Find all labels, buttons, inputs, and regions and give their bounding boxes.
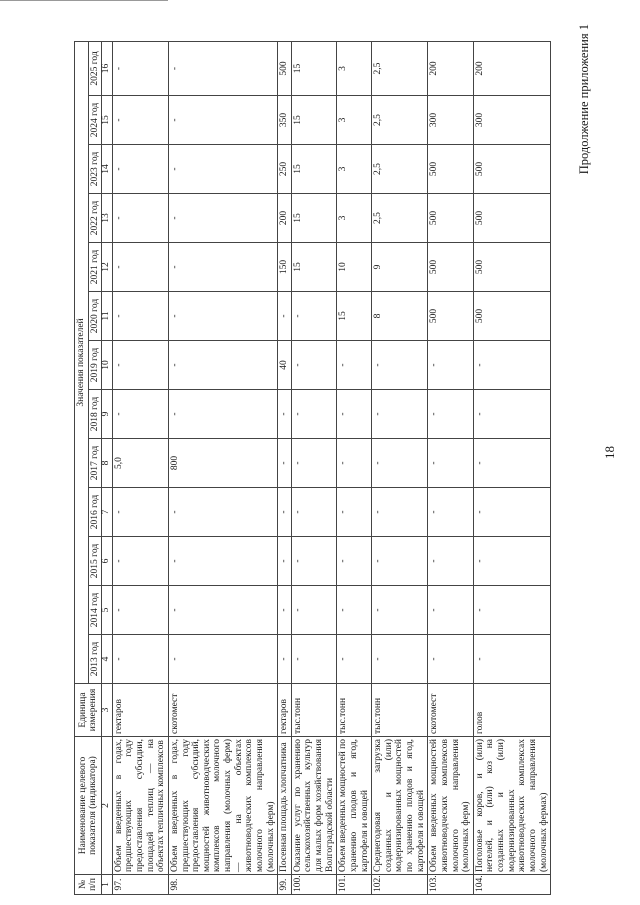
value-cell: 15 — [291, 41, 337, 95]
appendix-note: Продолжение приложения 1 — [577, 24, 591, 175]
table-row — [372, 41, 428, 894]
indicator-name: Объем введенных в годах, предшествующих году предоставления субсидий, мощностей животноводческих комплексов молочного направления (молочных ферм) — на объектах животноводческих комплексов молочного направления (молочных ферм) — [168, 737, 277, 875]
value-cell: - — [168, 292, 277, 341]
header-year: 2016 год — [88, 488, 102, 537]
value-cell: - — [372, 537, 428, 586]
value-cell: - — [112, 243, 168, 292]
value-cell: - — [337, 635, 372, 684]
value-cell: - — [428, 488, 474, 537]
unit-cell: гектаров — [278, 684, 292, 737]
value-cell: 300 — [428, 96, 474, 145]
column-number: 5 — [102, 586, 113, 635]
value-cell: 500 — [428, 194, 474, 243]
header-year: 2014 год — [88, 586, 102, 635]
value-cell: 800 — [168, 439, 277, 488]
value-cell: - — [473, 586, 550, 635]
value-cell: - — [278, 635, 292, 684]
column-number: 10 — [102, 341, 113, 390]
value-cell: 8 — [372, 292, 428, 341]
value-cell: - — [168, 243, 277, 292]
header-year: 2024 год — [88, 96, 102, 145]
table-row — [473, 41, 550, 894]
value-cell: - — [168, 635, 277, 684]
indicator-name: Объем введенных мощностей по хранению плодов и ягод, картофеля и овощей — [337, 737, 372, 875]
value-cell: - — [278, 292, 292, 341]
value-cell: 5,0 — [112, 439, 168, 488]
value-cell: 15 — [291, 194, 337, 243]
indicator-name: Поголовье коров, и (или) нетелей, и (или) коз на созданных и (или) модернизированных животноводческих комплексах молочного направления (молочных фермах) — [473, 737, 550, 875]
unit-cell: скотомест — [428, 684, 474, 737]
value-cell: - — [168, 537, 277, 586]
table-body — [112, 41, 550, 894]
value-cell: - — [112, 586, 168, 635]
value-cell: - — [372, 390, 428, 439]
value-cell: - — [278, 390, 292, 439]
header-year: 2021 год — [88, 243, 102, 292]
value-cell: 3 — [337, 145, 372, 194]
header-row-top — [75, 41, 89, 894]
value-cell: 2,5 — [372, 145, 428, 194]
table-row — [291, 41, 337, 894]
column-number: 6 — [102, 537, 113, 586]
value-cell: - — [112, 635, 168, 684]
value-cell: - — [291, 586, 337, 635]
column-number: 8 — [102, 439, 113, 488]
value-cell: - — [278, 439, 292, 488]
value-cell: 3 — [337, 41, 372, 95]
header-name: Наименование целевого показателя (индикатора) — [75, 737, 102, 875]
page-number: 18 — [602, 446, 617, 459]
value-cell: - — [112, 488, 168, 537]
unit-cell: гектаров — [112, 684, 168, 737]
indicator-name: Среднегодовая загрузка созданных и (или) модернизированных мощностей по хранению плодов и ягод, картофеля и овощей — [372, 737, 428, 875]
row-number: 98. — [168, 875, 277, 895]
value-cell: - — [372, 439, 428, 488]
value-cell: - — [112, 41, 168, 95]
table-row — [337, 41, 372, 894]
value-cell: 15 — [291, 243, 337, 292]
table-row — [278, 41, 292, 894]
row-number: 100. — [291, 875, 337, 895]
value-cell: - — [278, 488, 292, 537]
value-cell: 2,5 — [372, 41, 428, 95]
value-cell: - — [473, 635, 550, 684]
row-number: 97. — [112, 875, 168, 895]
value-cell: - — [112, 145, 168, 194]
header-year: 2013 год — [88, 635, 102, 684]
value-cell: 500 — [428, 145, 474, 194]
value-cell: - — [291, 635, 337, 684]
value-cell: - — [291, 390, 337, 439]
column-number: 13 — [102, 194, 113, 243]
value-cell: - — [337, 488, 372, 537]
value-cell: - — [112, 194, 168, 243]
column-number: 11 — [102, 292, 113, 341]
value-cell: - — [428, 586, 474, 635]
column-number: 9 — [102, 390, 113, 439]
column-number: 15 — [102, 96, 113, 145]
value-cell: 200 — [428, 41, 474, 95]
value-cell: 350 — [278, 96, 292, 145]
header-num: № п/п — [75, 875, 102, 895]
value-cell: - — [112, 341, 168, 390]
unit-cell: скотомест — [168, 684, 277, 737]
header-year: 2020 год — [88, 292, 102, 341]
header-year: 2022 год — [88, 194, 102, 243]
value-cell: - — [112, 292, 168, 341]
value-cell: - — [291, 341, 337, 390]
value-cell: - — [278, 537, 292, 586]
value-cell: - — [291, 488, 337, 537]
value-cell: 200 — [278, 194, 292, 243]
value-cell: 40 — [278, 341, 292, 390]
indicator-name: Посевная площадь хлопчатника — [278, 737, 292, 875]
value-cell: 2,5 — [372, 96, 428, 145]
column-number: 1 — [102, 875, 113, 895]
value-cell: - — [112, 537, 168, 586]
value-cell: - — [168, 96, 277, 145]
value-cell: - — [428, 635, 474, 684]
value-cell: 500 — [428, 292, 474, 341]
value-cell: - — [168, 145, 277, 194]
row-number: 101. — [337, 875, 372, 895]
column-numbers-row — [102, 41, 113, 894]
value-cell: - — [337, 537, 372, 586]
value-cell: - — [473, 488, 550, 537]
value-cell: - — [372, 635, 428, 684]
column-number: 2 — [102, 737, 113, 875]
row-number: 102. — [372, 875, 428, 895]
header-year: 2019 год — [88, 341, 102, 390]
header-year: 2017 год — [88, 439, 102, 488]
value-cell: 9 — [372, 243, 428, 292]
column-number: 16 — [102, 41, 113, 95]
value-cell: 3 — [337, 96, 372, 145]
value-cell: - — [428, 439, 474, 488]
value-cell: - — [168, 341, 277, 390]
header-unit: Единица измерения — [75, 684, 102, 737]
value-cell: - — [168, 390, 277, 439]
value-cell: 500 — [473, 194, 550, 243]
value-cell: - — [291, 537, 337, 586]
table-row — [112, 41, 168, 894]
table-row — [428, 41, 474, 894]
value-cell: - — [428, 341, 474, 390]
value-cell: - — [337, 439, 372, 488]
unit-cell: голов — [473, 684, 550, 737]
value-cell: - — [473, 537, 550, 586]
value-cell: 15 — [291, 96, 337, 145]
indicators-table — [74, 41, 551, 895]
value-cell: 150 — [278, 243, 292, 292]
value-cell: - — [372, 341, 428, 390]
value-cell: 200 — [473, 41, 550, 95]
value-cell: - — [473, 390, 550, 439]
column-number: 4 — [102, 635, 113, 684]
value-cell: 500 — [428, 243, 474, 292]
value-cell: 15 — [291, 145, 337, 194]
header-year: 2025 год — [88, 41, 102, 95]
header-year: 2023 год — [88, 145, 102, 194]
value-cell: 500 — [278, 41, 292, 95]
value-cell: 3 — [337, 194, 372, 243]
unit-cell: тыс.тонн — [291, 684, 337, 737]
row-number: 99. — [278, 875, 292, 895]
column-number: 7 — [102, 488, 113, 537]
indicator-name: Оказание услуг по хранению сельскохозяйственных культур для малых форм хозяйствования Волгоградской области — [291, 737, 337, 875]
value-cell: - — [168, 194, 277, 243]
value-cell: - — [291, 439, 337, 488]
value-cell: - — [337, 341, 372, 390]
value-cell: - — [168, 488, 277, 537]
value-cell: 250 — [278, 145, 292, 194]
header-values-group: Значения показателей — [75, 41, 89, 683]
value-cell: - — [372, 488, 428, 537]
value-cell: - — [372, 586, 428, 635]
value-cell: 500 — [473, 243, 550, 292]
header-year: 2018 год — [88, 390, 102, 439]
unit-cell: тыс.тонн — [337, 684, 372, 737]
value-cell: - — [168, 586, 277, 635]
value-cell: - — [428, 390, 474, 439]
value-cell: - — [291, 292, 337, 341]
value-cell: 2,5 — [372, 194, 428, 243]
column-number: 14 — [102, 145, 113, 194]
value-cell: - — [168, 41, 277, 95]
header-year: 2015 год — [88, 537, 102, 586]
value-cell: - — [278, 586, 292, 635]
row-number: 103. — [428, 875, 474, 895]
value-cell: - — [112, 96, 168, 145]
indicator-name: Объем введенных мощностей животноводческих комплексов молочного направления (молочных ферм) — [428, 737, 474, 875]
indicator-name: Объем введенных в годах, предшествующих году предоставления субсидии, площадей теплиц — на объектах тепличных комплексов — [112, 737, 168, 875]
value-cell: - — [337, 390, 372, 439]
unit-cell: тыс.тонн — [372, 684, 428, 737]
table-row — [168, 41, 277, 894]
value-cell: 300 — [473, 96, 550, 145]
value-cell: 500 — [473, 145, 550, 194]
value-cell: 15 — [337, 292, 372, 341]
value-cell: - — [112, 390, 168, 439]
column-number: 3 — [102, 684, 113, 737]
row-number: 104. — [473, 875, 550, 895]
column-number: 12 — [102, 243, 113, 292]
value-cell: - — [428, 537, 474, 586]
value-cell: - — [337, 586, 372, 635]
value-cell: - — [473, 341, 550, 390]
value-cell: - — [473, 439, 550, 488]
value-cell: 500 — [473, 292, 550, 341]
value-cell: 10 — [337, 243, 372, 292]
